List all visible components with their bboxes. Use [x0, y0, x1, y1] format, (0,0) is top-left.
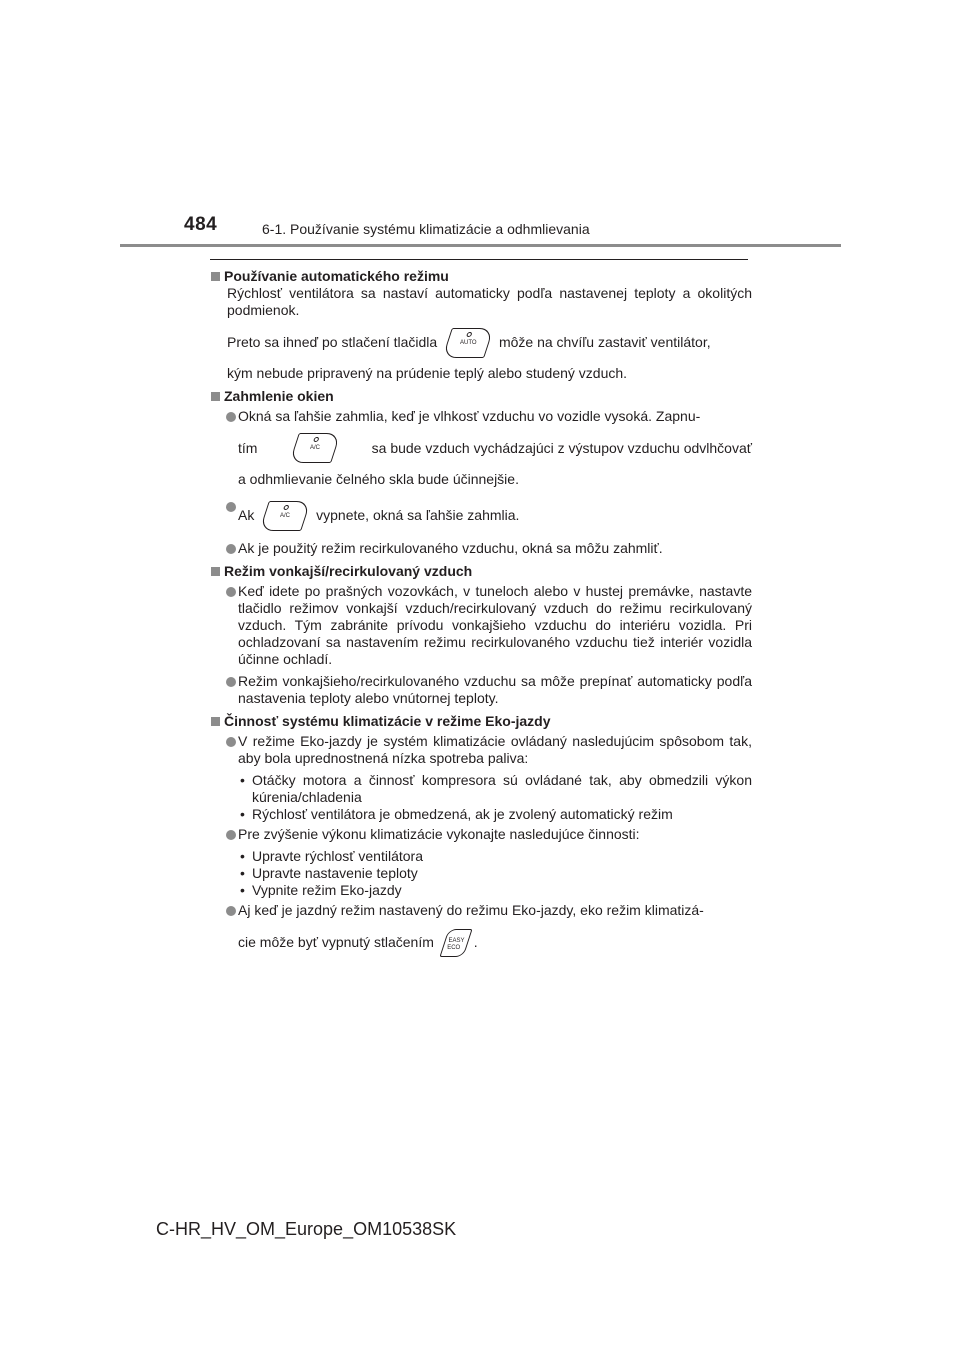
eco-mode-bullet-3-line-2	[238, 925, 752, 959]
eco-mode-bullet-1: V režime Eko-jazdy je systém klimatizácie ovládaný nasledujúcim spôsobom tak, aby bola uprednostnená nízka spotreba paliva:	[210, 733, 752, 767]
eco-b3-after: .	[473, 934, 478, 950]
eco-mode-bullet-3	[210, 902, 752, 959]
eco-sub-item: • Upravte rýchlosť ventilátora	[210, 848, 752, 865]
air-mode-bullet-2: Režim vonkajšieho/recirkulovaného vzduchu sa môže prepínať automaticky podľa nastavenia teploty alebo vnútornej teploty.	[210, 673, 752, 707]
heading-eco-mode: Činnosť systému klimatizácie v režime Eko-jazdy	[210, 713, 752, 730]
fogging-text-before: tím	[238, 440, 258, 456]
manual-content	[210, 264, 752, 959]
section-title: 6-1. Používanie systému klimatizácie a odhmlievania	[262, 221, 590, 237]
eco-button-line-2: ECO	[447, 945, 461, 952]
header-divider	[120, 244, 841, 247]
heading-fogging: Zahmlenie okien	[210, 388, 752, 405]
content-divider	[210, 259, 748, 260]
auto-button-label: AUTO	[459, 340, 477, 347]
auto-button-icon	[442, 328, 494, 358]
eco-mode-bullet-3-line-1: Aj keď je jazdný režim nastavený do režimu Eko-jazdy, eko režim klimatizá-	[238, 902, 704, 918]
eco-mode-bullet-2: Pre zvýšenie výkonu klimatizácie vykonajte nasledujúce činnosti:	[210, 826, 752, 843]
heading-air-mode: Režim vonkajší/recirkulovaný vzduch	[210, 563, 752, 580]
air-mode-bullet-1: Keď idete po prašných vozovkách, v tuneloch alebo v hustej premávke, nastavte tlačidlo režimov vonkajší vzduch/recirkulovaný vzduch do režimu recirkulovaný vzduch. Tým zabránite prívodu vonkajšieho vzduchu do interiéru vozidla. Pri ochladzovaní sa nastavením režimu recirkulovaného vzduchu tiež interiér vozidla účinne ochladí.	[210, 583, 752, 668]
fogging-bullet-1-line-2	[238, 431, 752, 465]
page-number: 484	[184, 214, 218, 235]
fogging-bullet-1-line-1: Okná sa ľahšie zahmlia, keď je vlhkosť vzduchu vo vozidle vysoká. Zapnu-	[238, 408, 701, 424]
footer-doc-code: C-HR_HV_OM_Europe_OM10538SK	[156, 1219, 457, 1239]
eco-button-line-1: EASY	[448, 938, 465, 945]
ac-button-icon	[259, 501, 311, 531]
auto-mode-text-after: môže na chvíľu zastaviť ventilátor,	[498, 334, 711, 350]
eco-sub-item: • Rýchlosť ventilátora je obmedzená, ak je zvolený automatický režim	[210, 806, 752, 823]
ac-button-label-2: A/C	[280, 513, 291, 520]
auto-mode-paragraph-1: Rýchlosť ventilátora sa nastaví automaticky podľa nastavenej teploty a okolitých podmienok.	[227, 285, 752, 318]
eco-mode-sublist-2	[210, 848, 752, 899]
eco-mode-sublist-1	[210, 772, 752, 823]
heading-auto-mode: Používanie automatického režimu	[210, 268, 752, 285]
auto-mode-paragraph-2-line-2: kým nebude pripravený na prúdenie teplý alebo studený vzduch.	[227, 365, 628, 381]
ac-button-label: A/C	[309, 445, 320, 451]
fogging-bullet-2	[210, 498, 752, 532]
auto-mode-text-before: Preto sa ihneď po stlačení tlačidla	[227, 334, 438, 350]
fogging-text-after: sa bude vzduch vychádzajúci z výstupov vzduchu odvlhčovať	[371, 440, 752, 456]
fogging-b2-before: Ak	[238, 507, 255, 523]
eco-b3-before: cie môže byť vypnutý stlačením	[238, 934, 434, 950]
fogging-bullet-1-line-3: a odhmlievanie čelného skla bude účinnejšie.	[238, 471, 519, 487]
eco-sub-item: • Vypnite režim Eko-jazdy	[210, 882, 752, 899]
fogging-bullet-1	[210, 408, 752, 488]
eco-sub-item: • Upravte nastavenie teploty	[210, 865, 752, 882]
fogging-b2-after: vypnete, okná sa ľahšie zahmlia.	[316, 507, 520, 523]
auto-mode-paragraph-2	[210, 325, 752, 359]
fogging-bullet-3: Ak je použitý režim recirkulovaného vzduchu, okná sa môžu zahmliť.	[210, 540, 752, 557]
eco-sub-item: • Otáčky motora a činnosť kompresora sú ovládané tak, aby obmedzili výkon kúrenia/chladenia	[210, 772, 752, 806]
easy-eco-button-icon	[439, 929, 472, 957]
ac-button-icon	[289, 433, 341, 463]
